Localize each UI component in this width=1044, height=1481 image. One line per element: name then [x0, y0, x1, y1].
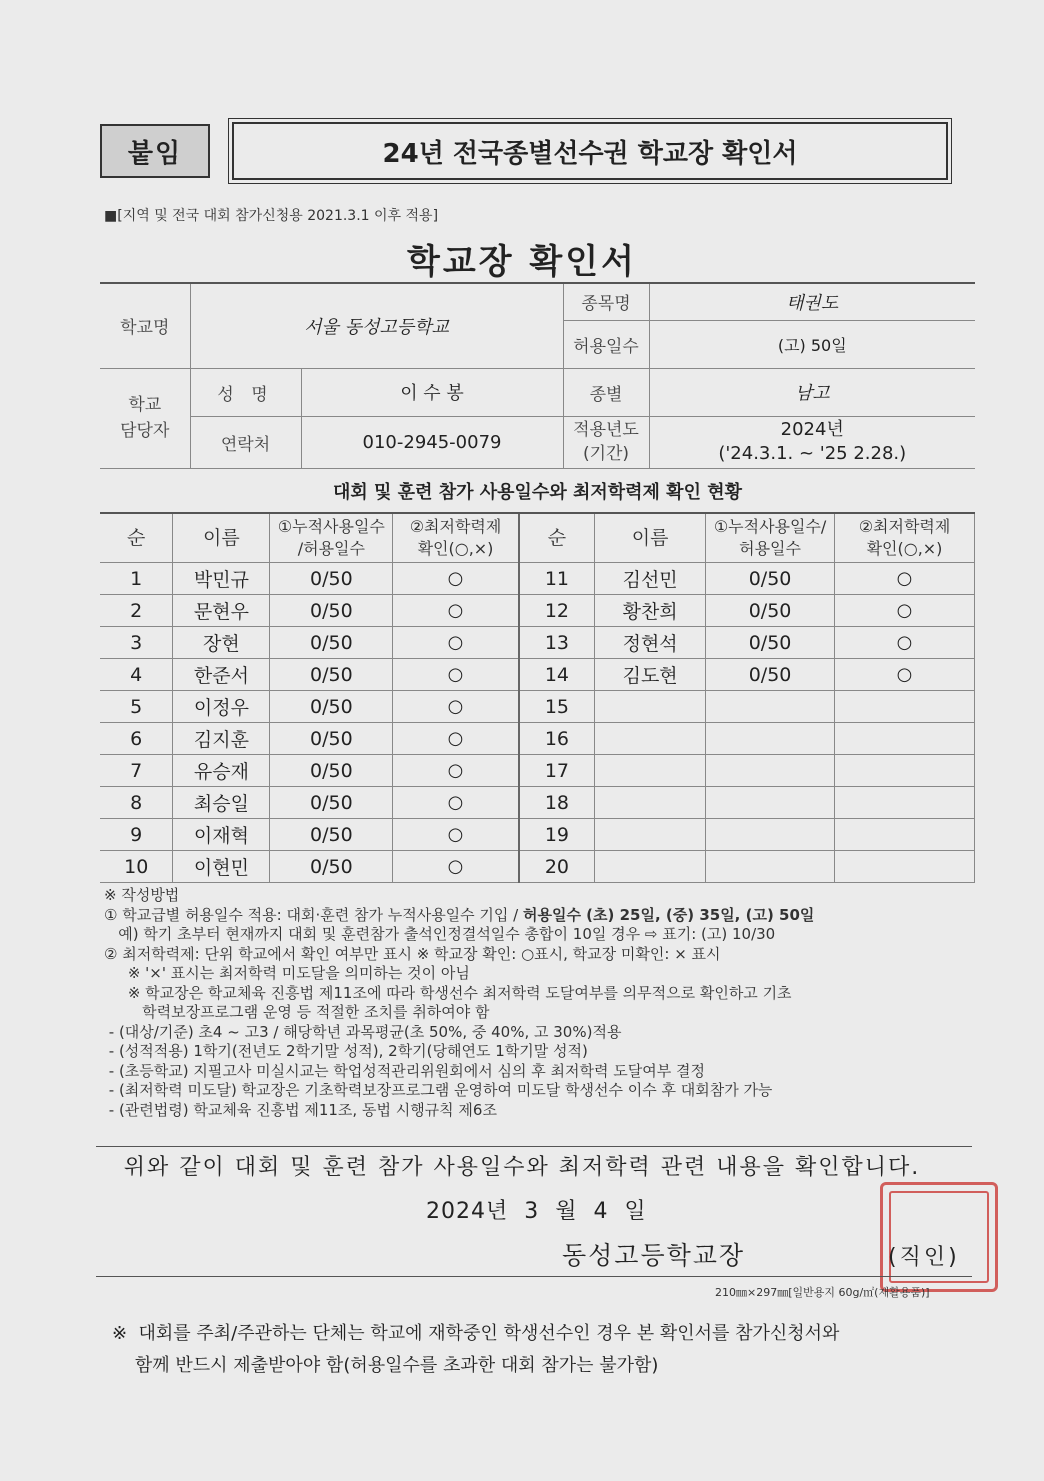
divider-top: [96, 1146, 972, 1147]
table-row: [100, 755, 975, 787]
order-cell: 1: [100, 563, 173, 595]
days-cell-right: [706, 691, 835, 723]
header-min: [393, 513, 519, 563]
order-cell: 9: [100, 819, 173, 851]
days-cell-right: [706, 755, 835, 787]
name-cell-right: 김선민: [595, 563, 706, 595]
table-row: [100, 659, 975, 691]
check-cell-right: [835, 691, 975, 723]
name-cell: 이현민: [173, 851, 270, 883]
check-cell-right: [835, 851, 975, 883]
order-cell-right: 13: [519, 627, 595, 659]
school-label: 학교명: [100, 283, 190, 368]
header-days-2: /허용일수: [297, 539, 365, 558]
days-cell: 0/50: [270, 787, 393, 819]
header-order-right: 순: [519, 513, 595, 563]
document-title: 24년 전국종별선수권 학교장 확인서: [232, 122, 948, 180]
principal-title: 동성고등학교장: [562, 1241, 746, 1270]
header-min-right: [835, 513, 975, 563]
check-cell-right: ○: [835, 627, 975, 659]
name-cell-right: [595, 691, 706, 723]
table-row: [100, 851, 975, 883]
header-min-2: 확인(○,×): [417, 539, 494, 558]
header-days-right: [706, 513, 835, 563]
name-cell-right: 김도현: [595, 659, 706, 691]
check-cell: ○: [393, 563, 519, 595]
name-cell-right: [595, 787, 706, 819]
days-cell: 0/50: [270, 819, 393, 851]
check-cell: ○: [393, 627, 519, 659]
check-cell-right: [835, 723, 975, 755]
order-cell: 4: [100, 659, 173, 691]
order-cell-right: 19: [519, 819, 595, 851]
athletes-table: [100, 512, 975, 883]
name-cell-right: [595, 851, 706, 883]
notes-line-1a: ① 학교급별 허용일수 적용: 대회·훈련 참가 누적사용일수 기입 /: [104, 905, 523, 924]
attachment-tag: 붙임: [100, 124, 210, 178]
days-cell-right: 0/50: [706, 659, 835, 691]
check-cell-right: ○: [835, 595, 975, 627]
order-cell: 5: [100, 691, 173, 723]
contact-label: 연락처: [190, 416, 301, 468]
table-row: [100, 627, 975, 659]
issue-date: 2024년 3 월 4 일: [426, 1199, 647, 1224]
notes-line-11: - (관련법령) 학교체육 진흥법 제11조, 동법 시행규칙 제6조: [104, 1100, 497, 1119]
check-cell-right: ○: [835, 563, 975, 595]
order-cell-right: 12: [519, 595, 595, 627]
notes-line-6: 학력보장프로그램 운영 등 적절한 조치를 취하여야 함: [104, 1003, 490, 1021]
manager-label: 학교 담당자: [100, 368, 190, 468]
days-cell: 0/50: [270, 851, 393, 883]
header-order: 순: [100, 513, 173, 563]
header-days-right-2: 허용일수: [739, 539, 801, 558]
days-cell-right: [706, 819, 835, 851]
paper-spec: 210㎜×297㎜[일반용지 60g/㎡(재활용품)]: [715, 1286, 930, 1299]
info-table: [100, 282, 975, 469]
days-cell: 0/50: [270, 563, 393, 595]
seal-mark-label: (직인): [888, 1245, 960, 1270]
notes-title: ※ 작성방법: [104, 886, 180, 904]
name-cell-right: 정현석: [595, 627, 706, 659]
check-cell-right: ○: [835, 659, 975, 691]
table-row: [100, 563, 975, 595]
writing-method-notes: [104, 886, 984, 1120]
confirmation-statement: 위와 같이 대회 및 훈련 참가 사용일수와 최저학력 관련 내용을 확인합니다.: [123, 1155, 921, 1180]
days-cell: 0/50: [270, 723, 393, 755]
days-cell: 0/50: [270, 659, 393, 691]
notes-line-4: ※ '×' 표시는 최저학력 미도달을 의미하는 것이 아님: [104, 964, 470, 982]
allowed-days-value: (고) 50일: [649, 320, 975, 368]
days-cell: 0/50: [270, 755, 393, 787]
days-cell-right: [706, 851, 835, 883]
year-label-2: (기간): [582, 444, 630, 464]
year-value: [649, 416, 975, 468]
order-cell-right: 17: [519, 755, 595, 787]
name-value: 이 수 봉: [301, 368, 563, 416]
check-cell: ○: [393, 659, 519, 691]
name-cell-right: [595, 819, 706, 851]
name-cell: 최승일: [173, 787, 270, 819]
name-cell: 문현우: [173, 595, 270, 627]
check-cell: ○: [393, 723, 519, 755]
notes-line-10: - (최저학력 미도달) 학교장은 기초학력보장프로그램 운영하여 미도달 학생선수 이수 후 대회참가 가능: [104, 1081, 773, 1099]
check-cell: ○: [393, 691, 519, 723]
days-cell: 0/50: [270, 691, 393, 723]
footer-line-2: 함께 반드시 제출받아야 함(허용일수를 초과한 대회 참가는 불가함): [112, 1355, 659, 1376]
name-cell: 김지훈: [173, 723, 270, 755]
header-name: 이름: [173, 513, 270, 563]
header-days: [270, 513, 393, 563]
table-row: [100, 819, 975, 851]
order-cell: 3: [100, 627, 173, 659]
header-days-1: ①누적사용일수: [277, 517, 385, 536]
order-cell: 6: [100, 723, 173, 755]
days-cell-right: 0/50: [706, 627, 835, 659]
order-cell: 2: [100, 595, 173, 627]
name-cell-right: [595, 755, 706, 787]
status-heading: 대회 및 훈련 참가 사용일수와 최저학력제 확인 현황: [332, 482, 742, 503]
notes-line-7: - (대상/기준) 초4 ~ 고3 / 해당학년 과목평균(초 50%, 중 40%, 고 30%)적용: [104, 1022, 622, 1041]
check-cell: ○: [393, 819, 519, 851]
check-cell-right: [835, 819, 975, 851]
check-cell: ○: [393, 595, 519, 627]
year-label-1: 적용년도: [573, 420, 639, 440]
days-cell: 0/50: [270, 627, 393, 659]
contact-value: 010-2945-0079: [301, 416, 563, 468]
name-label: 성 명: [190, 368, 301, 416]
notes-line-5: ※ 학교장은 학교체육 진흥법 제11조에 따라 학생선수 최저학력 도달여부를 의무적으로 확인하고 기초: [104, 983, 792, 1002]
header-days-right-1: ①누적사용일수/: [713, 517, 827, 536]
table-row: [100, 723, 975, 755]
notes-line-2: 예) 학기 초부터 현재까지 대회 및 훈련참가 출석인정결석일수 총합이 10일 경우 ⇨ 표기: (고) 10/30: [104, 925, 776, 943]
divider-bottom: [96, 1276, 972, 1277]
check-cell: ○: [393, 787, 519, 819]
check-cell: ○: [393, 755, 519, 787]
name-cell: 한준서: [173, 659, 270, 691]
event-value: 태권도: [649, 283, 975, 320]
days-cell: 0/50: [270, 595, 393, 627]
check-cell-right: [835, 787, 975, 819]
table-row: [100, 787, 975, 819]
main-title: 학교장 확인서: [407, 242, 637, 282]
order-cell-right: 14: [519, 659, 595, 691]
order-cell-right: 15: [519, 691, 595, 723]
name-cell: 유승재: [173, 755, 270, 787]
days-cell-right: [706, 723, 835, 755]
usage-note: ■[지역 및 전국 대회 참가신청용 2021.3.1 이후 적용]: [104, 208, 439, 224]
footer-note: [112, 1318, 839, 1382]
header-name-right: 이름: [595, 513, 706, 563]
name-cell: 장현: [173, 627, 270, 659]
days-cell-right: [706, 787, 835, 819]
notes-line-3: ② 최저학력제: 단위 학교에서 확인 여부만 표시 ※ 학교장 확인: ○표시, 학교장 미확인: × 표시: [104, 944, 721, 963]
days-cell-right: 0/50: [706, 595, 835, 627]
header-min-right-1: ②최저학력제: [858, 517, 951, 536]
header-min-right-2: 확인(○,×): [866, 539, 943, 558]
table-row: [100, 691, 975, 723]
footer-line-1: ※ 대회를 주최/주관하는 단체는 학교에 재학중인 학생선수인 경우 본 확인서를 참가신청서와: [112, 1323, 840, 1344]
school-value: 서울 동성고등학교: [190, 283, 563, 368]
name-cell: 이재혁: [173, 819, 270, 851]
name-cell: 이정우: [173, 691, 270, 723]
year-value-2: ('24.3.1. ~ '25 2.28.): [718, 443, 907, 464]
order-cell-right: 18: [519, 787, 595, 819]
days-cell-right: 0/50: [706, 563, 835, 595]
category-value: 남고: [649, 368, 975, 416]
notes-line-1b: 허용일수 (초) 25일, (중) 35일, (고) 50일: [523, 905, 815, 924]
header-min-1: ②최저학력제: [409, 517, 502, 536]
check-cell: ○: [393, 851, 519, 883]
check-cell-right: [835, 755, 975, 787]
order-cell: 8: [100, 787, 173, 819]
order-cell-right: 16: [519, 723, 595, 755]
order-cell: 7: [100, 755, 173, 787]
event-label: 종목명: [563, 283, 649, 320]
year-value-1: 2024년: [780, 419, 844, 440]
notes-line-9: - (초등학교) 지필고사 미실시교는 학업성적관리위원회에서 심의 후 최저학력 도달여부 결정: [104, 1061, 705, 1080]
allowed-days-label: 허용일수: [563, 320, 649, 368]
category-label: 종별: [563, 368, 649, 416]
notes-line-8: - (성적적용) 1학기(전년도 2학기말 성적), 2학기(당해연도 1학기말 성적): [104, 1042, 588, 1060]
name-cell-right: [595, 723, 706, 755]
name-cell-right: 황찬희: [595, 595, 706, 627]
year-label: [563, 416, 649, 468]
notes-line-1: [104, 906, 984, 926]
table-row: [100, 595, 975, 627]
order-cell-right: 11: [519, 563, 595, 595]
order-cell-right: 20: [519, 851, 595, 883]
name-cell: 박민규: [173, 563, 270, 595]
order-cell: 10: [100, 851, 173, 883]
